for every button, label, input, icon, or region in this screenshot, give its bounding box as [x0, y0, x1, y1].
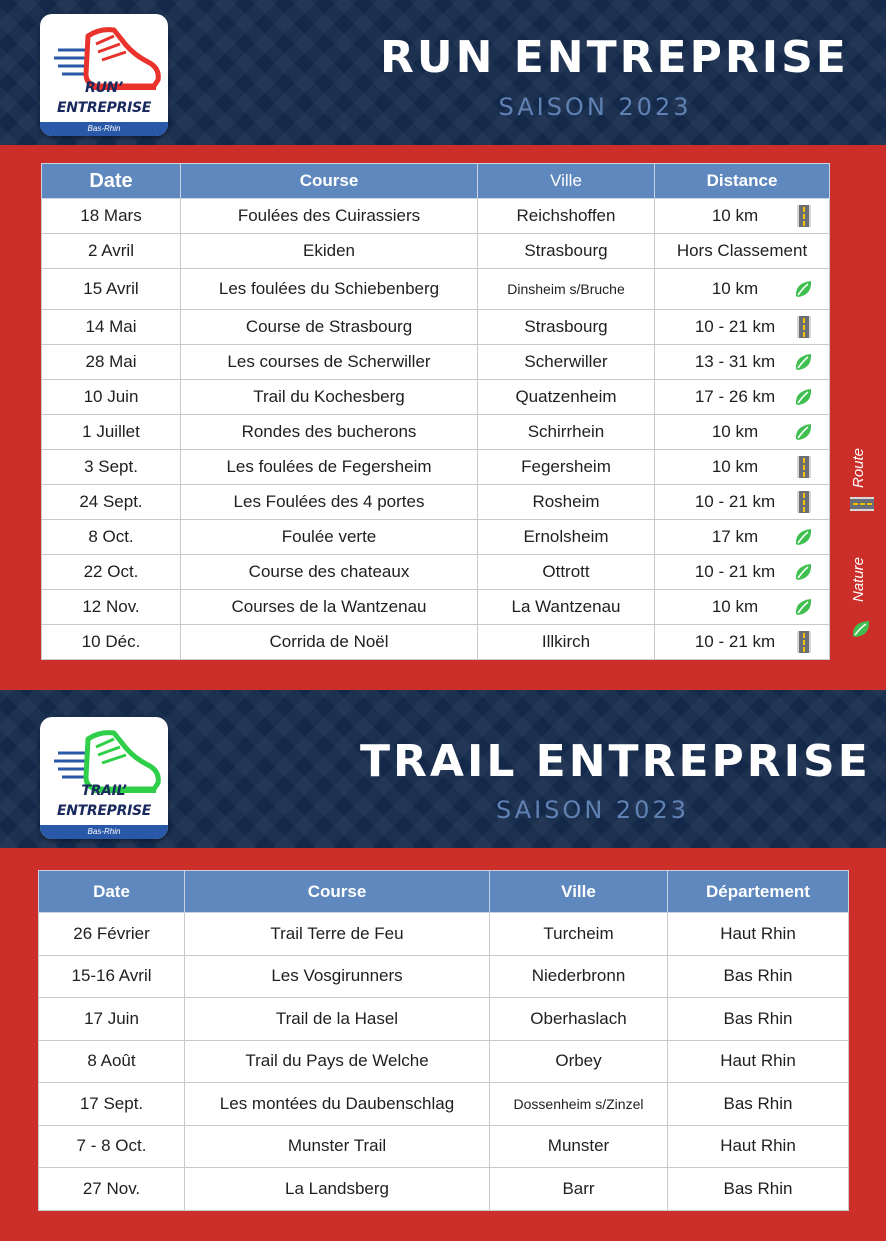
road-icon — [795, 455, 813, 479]
trail-table-row — [39, 1168, 849, 1211]
run-row-distance-cell — [655, 485, 830, 520]
run-row-distance-cell — [655, 380, 830, 415]
run-entreprise-logo — [40, 14, 168, 136]
leaf-icon — [793, 527, 813, 547]
distance-legend — [842, 430, 882, 650]
run-row-course: Course des chateaux — [181, 555, 478, 590]
run-row-date: 8 Oct. — [42, 520, 181, 555]
run-row-distance-cell — [655, 415, 830, 450]
trail-row-course: Trail du Pays de Welche — [185, 1040, 490, 1083]
run-table-header-row — [42, 164, 830, 199]
run-row-ville: Ernolsheim — [478, 520, 655, 555]
run-logo-line1: RUN’ — [85, 80, 123, 96]
run-row-ville: Strasbourg — [478, 234, 655, 269]
trail-row-date: 15-16 Avril — [39, 955, 185, 998]
run-row-distance: Hors Classement — [676, 241, 808, 260]
leaf-icon — [793, 352, 813, 372]
trail-row-date: 7 - 8 Oct. — [39, 1125, 185, 1168]
run-row-ville: Scherwiller — [478, 345, 655, 380]
run-table-row — [42, 345, 830, 380]
run-table-row — [42, 485, 830, 520]
run-row-course: Ekiden — [181, 234, 478, 269]
trail-row-ville: Niederbronn — [490, 955, 668, 998]
trail-row-departement: Bas Rhin — [668, 998, 849, 1041]
trail-row-ville: Dossenheim s/Zinzel — [490, 1083, 668, 1126]
trail-row-departement: Haut Rhin — [668, 1125, 849, 1168]
run-row-distance-cell — [655, 450, 830, 485]
trail-row-date: 8 Août — [39, 1040, 185, 1083]
trail-table-row — [39, 955, 849, 998]
legend-road-icon — [848, 494, 876, 514]
run-row-date: 10 Déc. — [42, 625, 181, 660]
run-row-distance-cell — [655, 199, 830, 234]
run-row-date: 3 Sept. — [42, 450, 181, 485]
trail-row-departement: Bas Rhin — [668, 1168, 849, 1211]
leaf-icon — [793, 387, 813, 407]
trail-row-departement: Bas Rhin — [668, 1083, 849, 1126]
run-row-distance: 13 - 31 km — [694, 352, 776, 371]
run-row-distance-cell — [655, 310, 830, 345]
run-row-ville: Schirrhein — [478, 415, 655, 450]
red-running-shoe-icon — [40, 14, 168, 136]
run-table-row — [42, 234, 830, 269]
run-row-distance-cell — [655, 590, 830, 625]
trail-row-course: Les Vosgirunners — [185, 955, 490, 998]
trail-table-row — [39, 1040, 849, 1083]
run-row-course: Foulées des Cuirassiers — [181, 199, 478, 234]
trail-row-ville: Munster — [490, 1125, 668, 1168]
run-row-distance-cell — [655, 234, 830, 269]
run-table-row — [42, 450, 830, 485]
run-row-distance: 10 - 21 km — [694, 632, 776, 651]
run-row-date: 22 Oct. — [42, 555, 181, 590]
run-table-row — [42, 625, 830, 660]
trail-row-date: 27 Nov. — [39, 1168, 185, 1211]
trail-table-row — [39, 913, 849, 956]
run-row-ville: Strasbourg — [478, 310, 655, 345]
trail-title: TRAIL ENTREPRISE — [360, 736, 871, 787]
run-row-ville: Fegersheim — [478, 450, 655, 485]
run-row-course: Rondes des bucherons — [181, 415, 478, 450]
green-running-shoe-icon — [40, 717, 168, 839]
run-row-date: 15 Avril — [42, 269, 181, 310]
run-row-course: Les courses de Scherwiller — [181, 345, 478, 380]
legend-nature-label: Nature — [850, 556, 867, 602]
run-row-course: Les foulées du Schiebenberg — [181, 269, 478, 310]
run-header-course: Course — [181, 164, 478, 199]
run-row-date: 1 Juillet — [42, 415, 181, 450]
run-row-date: 14 Mai — [42, 310, 181, 345]
road-icon — [795, 204, 813, 228]
run-row-distance: 10 km — [711, 457, 759, 476]
trail-table-row — [39, 998, 849, 1041]
run-row-distance-cell — [655, 520, 830, 555]
run-table-row — [42, 380, 830, 415]
trail-table-row — [39, 1125, 849, 1168]
run-row-date: 2 Avril — [42, 234, 181, 269]
trail-row-course: Munster Trail — [185, 1125, 490, 1168]
run-table-row — [42, 590, 830, 625]
run-row-distance: 10 km — [711, 279, 759, 298]
run-logo-region: Bas-Rhin — [40, 122, 168, 136]
trail-row-ville: Turcheim — [490, 913, 668, 956]
trail-logo-line2: ENTREPRISE — [56, 803, 152, 819]
leaf-icon — [793, 279, 813, 299]
run-logo-line2: ENTREPRISE — [56, 100, 152, 116]
run-row-distance-cell — [655, 269, 830, 310]
run-row-distance-cell — [655, 555, 830, 590]
trail-row-date: 26 Février — [39, 913, 185, 956]
run-row-course: Courses de la Wantzenau — [181, 590, 478, 625]
run-season: SAISON 2023 — [498, 93, 692, 121]
trail-row-departement: Haut Rhin — [668, 1040, 849, 1083]
leaf-icon — [793, 597, 813, 617]
leaf-icon — [793, 422, 813, 442]
run-calendar-table — [41, 163, 830, 660]
trail-season: SAISON 2023 — [496, 796, 689, 824]
run-table-row — [42, 555, 830, 590]
trail-header-departement: Département — [668, 871, 849, 913]
run-row-date: 12 Nov. — [42, 590, 181, 625]
run-row-distance: 10 km — [711, 597, 759, 616]
run-row-course: Course de Strasbourg — [181, 310, 478, 345]
trail-row-departement: Haut Rhin — [668, 913, 849, 956]
run-row-course: Les foulées de Fegersheim — [181, 450, 478, 485]
run-row-course: Foulée verte — [181, 520, 478, 555]
trail-table-header-row — [39, 871, 849, 913]
trail-row-departement: Bas Rhin — [668, 955, 849, 998]
run-table-row — [42, 310, 830, 345]
trail-row-date: 17 Juin — [39, 998, 185, 1041]
run-row-ville: Rosheim — [478, 485, 655, 520]
run-row-ville: Illkirch — [478, 625, 655, 660]
trail-logo-line1: TRAIL’ — [81, 783, 127, 799]
run-row-distance-cell — [655, 345, 830, 380]
run-row-course: Corrida de Noël — [181, 625, 478, 660]
trail-row-course: La Landsberg — [185, 1168, 490, 1211]
trail-row-ville: Barr — [490, 1168, 668, 1211]
trail-entreprise-logo — [40, 717, 168, 839]
trail-calendar-table — [38, 870, 849, 1211]
run-table-row — [42, 199, 830, 234]
legend-leaf-icon — [850, 618, 872, 640]
run-header-date: Date — [42, 164, 181, 199]
road-icon — [795, 630, 813, 654]
run-table-row — [42, 269, 830, 310]
trail-row-ville: Oberhaslach — [490, 998, 668, 1041]
road-icon — [795, 315, 813, 339]
run-header-distance: Distance — [655, 164, 830, 199]
trail-header-date: Date — [39, 871, 185, 913]
run-row-ville: Dinsheim s/Bruche — [478, 269, 655, 310]
legend-route-label: Route — [850, 447, 867, 488]
run-row-date: 24 Sept. — [42, 485, 181, 520]
run-header-ville: Ville — [478, 164, 655, 199]
run-row-course: Trail du Kochesberg — [181, 380, 478, 415]
run-row-distance: 10 - 21 km — [694, 492, 776, 511]
leaf-icon — [793, 562, 813, 582]
trail-row-course: Les montées du Daubenschlag — [185, 1083, 490, 1126]
run-row-ville: Ottrott — [478, 555, 655, 590]
run-row-date: 18 Mars — [42, 199, 181, 234]
run-row-course: Les Foulées des 4 portes — [181, 485, 478, 520]
run-row-date: 10 Juin — [42, 380, 181, 415]
run-row-ville: La Wantzenau — [478, 590, 655, 625]
trail-table-row — [39, 1083, 849, 1126]
run-row-distance: 10 - 21 km — [694, 317, 776, 336]
trail-row-ville: Orbey — [490, 1040, 668, 1083]
run-row-ville: Reichshoffen — [478, 199, 655, 234]
trail-row-date: 17 Sept. — [39, 1083, 185, 1126]
run-row-distance: 17 - 26 km — [694, 387, 776, 406]
run-table-row — [42, 415, 830, 450]
road-icon — [795, 490, 813, 514]
run-row-ville: Quatzenheim — [478, 380, 655, 415]
trail-header-ville: Ville — [490, 871, 668, 913]
run-table-row — [42, 520, 830, 555]
trail-logo-region: Bas-Rhin — [40, 825, 168, 839]
run-row-distance: 10 km — [711, 206, 759, 225]
trail-row-course: Trail de la Hasel — [185, 998, 490, 1041]
run-row-date: 28 Mai — [42, 345, 181, 380]
run-title: RUN ENTREPRISE — [380, 32, 849, 83]
run-row-distance: 10 - 21 km — [694, 562, 776, 581]
run-row-distance-cell — [655, 625, 830, 660]
trail-row-course: Trail Terre de Feu — [185, 913, 490, 956]
trail-header-course: Course — [185, 871, 490, 913]
run-row-distance: 10 km — [711, 422, 759, 441]
run-row-distance: 17 km — [711, 527, 759, 546]
